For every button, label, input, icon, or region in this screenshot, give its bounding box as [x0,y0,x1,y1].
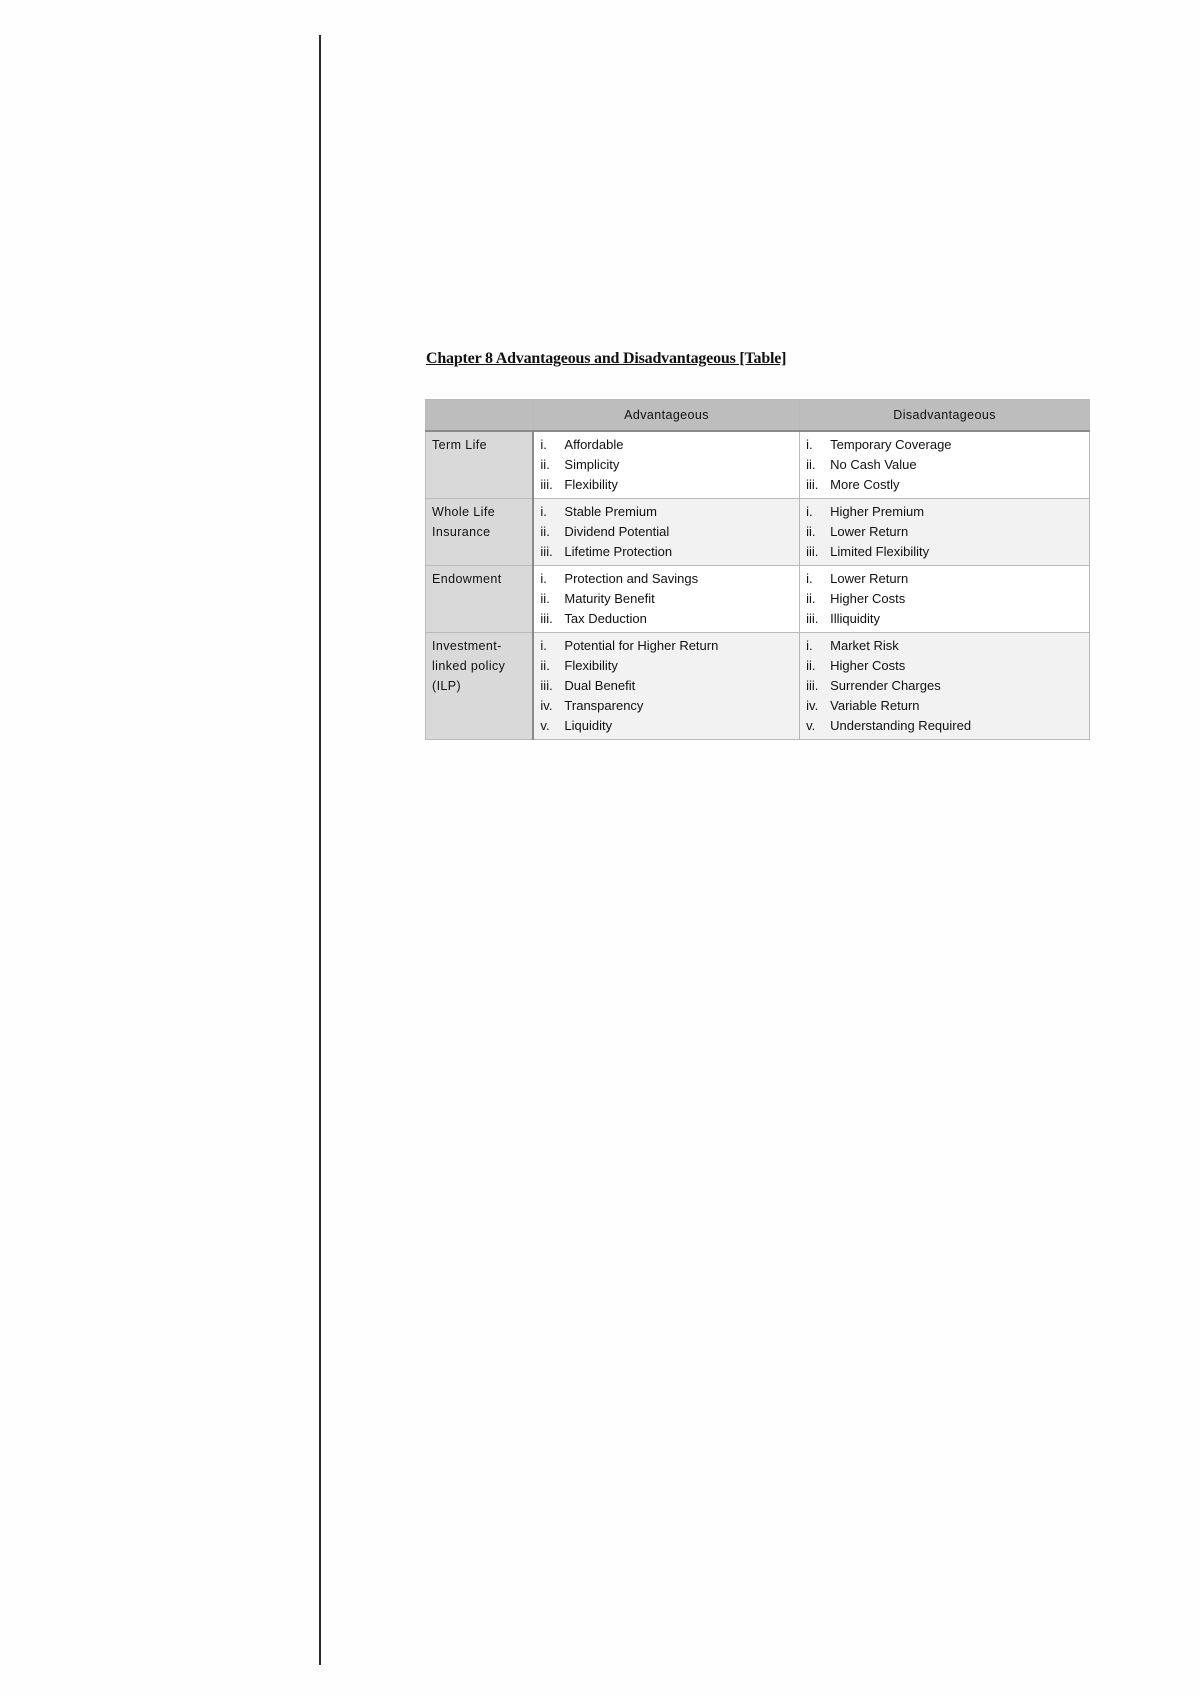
header-disadvantageous: Disadvantageous [800,400,1090,432]
advantages-cell [533,633,799,740]
list-item: i. Temporary Coverage [806,437,952,452]
row-label: Investment-linked policy (ILP) [426,633,534,740]
table-row [426,499,1090,566]
advantages-list [540,502,793,562]
disadvantages-cell [800,566,1090,633]
list-item: i. Protection and Savings [540,571,699,586]
list-item: i. Stable Premium [540,504,657,519]
row-label: Endowment [426,566,534,633]
table-row [426,633,1090,740]
disadvantages-cell [800,431,1090,499]
table-row [426,566,1090,633]
list-item: iii. Illiquidity [806,611,880,626]
list-item: ii. No Cash Value [806,457,917,472]
list-item: ii. Simplicity [540,457,620,472]
page-margin-rule [319,35,321,1665]
list-item: iv. Transparency [540,698,644,713]
advantages-cell [533,566,799,633]
advantages-cell [533,499,799,566]
list-item: ii. Higher Costs [806,591,906,606]
disadvantages-cell [800,499,1090,566]
list-item: v. Understanding Required [806,718,972,733]
list-item: i. Market Risk [806,638,899,653]
table-row [426,431,1090,499]
header-advantageous: Advantageous [533,400,799,432]
list-item: i. Higher Premium [806,504,925,519]
header-corner-cell [426,400,534,432]
list-item: iii. Lifetime Protection [540,544,673,559]
list-item: iv. Variable Return [806,698,920,713]
list-item: i. Lower Return [806,571,909,586]
page-title: Chapter 8 Advantageous and Disadvantageous [Table] [426,350,787,367]
list-item: ii. Higher Costs [806,658,906,673]
row-label: Whole Life Insurance [426,499,534,566]
advantage-table [425,399,1090,740]
row-label: Term Life [426,431,534,499]
list-item: iii. Limited Flexibility [806,544,930,559]
list-item: ii. Maturity Benefit [540,591,655,606]
list-item: ii. Dividend Potential [540,524,670,539]
disadvantages-list [806,502,1083,562]
list-item: iii. Surrender Charges [806,678,941,693]
advantages-list [540,636,793,736]
list-item: iii. Flexibility [540,477,618,492]
list-item: iii. Dual Benefit [540,678,636,693]
disadvantages-cell [800,633,1090,740]
advantages-list [540,435,793,495]
table-header-row [426,400,1090,432]
disadvantages-list [806,569,1083,629]
list-item: i. Potential for Higher Return [540,638,719,653]
list-item: ii. Flexibility [540,658,618,673]
list-item: v. Liquidity [540,718,613,733]
list-item: i. Affordable [540,437,624,452]
disadvantages-list [806,636,1083,736]
advantages-list [540,569,793,629]
disadvantages-list [806,435,1083,495]
list-item: iii. More Costly [806,477,900,492]
list-item: iii. Tax Deduction [540,611,647,626]
list-item: ii. Lower Return [806,524,909,539]
advantages-cell [533,431,799,499]
